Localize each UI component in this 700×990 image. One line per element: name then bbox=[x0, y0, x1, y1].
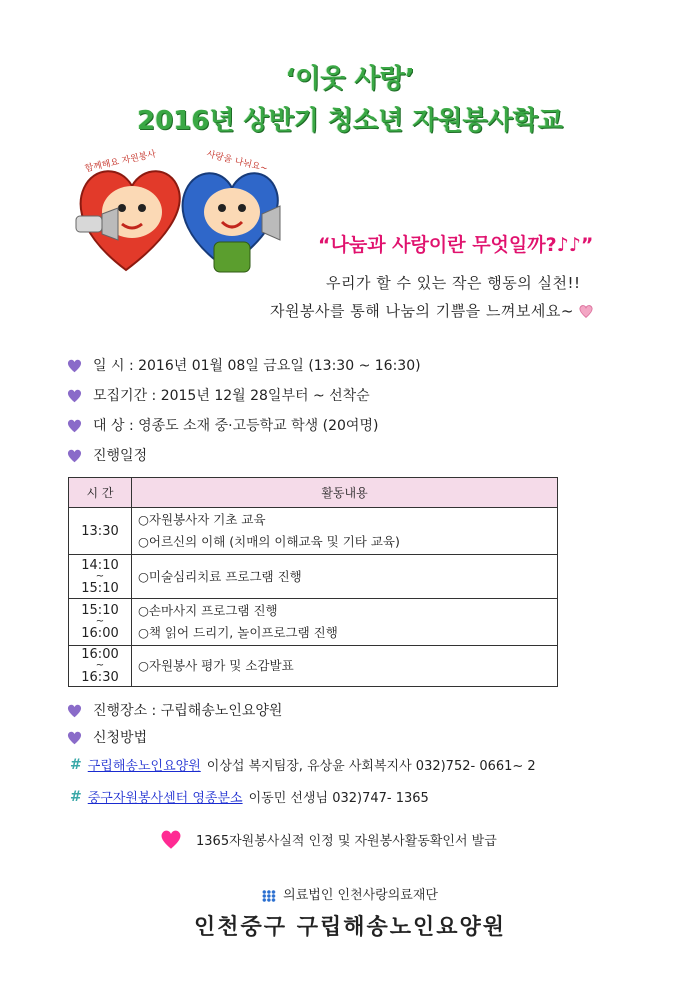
schedule-label-text: 진행일정 bbox=[93, 448, 148, 464]
purple-heart-icon bbox=[66, 702, 83, 719]
purple-heart-icon bbox=[66, 387, 83, 404]
schedule-table bbox=[68, 477, 558, 687]
mascot-right-text: 사랑을 나눠요~ bbox=[205, 149, 269, 175]
footer-org-text: 의료법인 인천사랑의료재단 bbox=[283, 888, 438, 903]
contact-2 bbox=[70, 787, 429, 806]
info-date-text: 일 시 : 2016년 01월 08일 금요일 (13:30 ~ 16:30) bbox=[93, 358, 421, 374]
contact2-text: 이동민 선생님 032)747- 1365 bbox=[248, 791, 429, 806]
time-cell: 15:10 ~ 16:00 bbox=[69, 599, 132, 646]
info-target-text: 대 상 : 영종도 소재 중·고등학교 학생 (20여명) bbox=[93, 418, 379, 434]
intro-line2 bbox=[270, 300, 594, 321]
info-schedule-label bbox=[66, 445, 147, 465]
info-place bbox=[66, 700, 282, 720]
quote-text: “나눔과 사랑이란 무엇일까?♪♪” bbox=[318, 234, 594, 256]
header-activity: 활동내용 bbox=[132, 478, 558, 508]
time-cell: 13:30 bbox=[69, 508, 132, 555]
purple-heart-icon bbox=[66, 447, 83, 464]
contact1-text: 이상섭 복지팀장, 유상윤 사회복지사 032)752- 0661~ 2 bbox=[206, 759, 536, 774]
mascot-left-text: 함께해요 자원봉사 bbox=[84, 149, 157, 175]
mascot-illustration bbox=[66, 150, 288, 282]
info-recruit bbox=[66, 385, 370, 405]
table-row bbox=[69, 646, 558, 687]
info-place-text: 진행장소 : 구립해송노인요양원 bbox=[93, 703, 283, 719]
footer-org bbox=[0, 884, 700, 903]
title-line1: ‘이웃 사랑’ bbox=[285, 64, 415, 94]
heart-icon bbox=[578, 303, 594, 319]
time-cell: 14:10 ~ 15:10 bbox=[69, 555, 132, 599]
intro-line1: 우리가 할 수 있는 작은 행동의 실천!! bbox=[326, 274, 581, 292]
contact-1 bbox=[70, 755, 536, 774]
contact2-org-link[interactable]: 중구자원봉사센터 영종분소 bbox=[87, 791, 243, 806]
purple-heart-icon bbox=[66, 729, 83, 746]
activity-cell: ○미술심리치료 프로그램 진행 bbox=[132, 555, 558, 599]
table-row bbox=[69, 555, 558, 599]
table-row bbox=[69, 599, 558, 646]
activity-cell: ○자원봉사자 기초 교육 ○어르신의 이해 (치매의 이해교육 및 기타 교육) bbox=[132, 508, 558, 555]
footer-name: 인천중구 구립해송노인요양원 bbox=[194, 915, 506, 940]
pink-heart-icon bbox=[158, 828, 184, 850]
info-method-text: 신청방법 bbox=[93, 730, 148, 746]
title-line2: 2016년 상반기 청소년 자원봉사학교 bbox=[136, 106, 564, 136]
hash-icon: # bbox=[70, 788, 82, 805]
info-date bbox=[66, 355, 421, 375]
info-target bbox=[66, 415, 378, 435]
certificate-row bbox=[158, 828, 497, 850]
table-header-row bbox=[69, 478, 558, 508]
contact1-org-link[interactable]: 구립해송노인요양원 bbox=[87, 759, 201, 774]
header-time: 시 간 bbox=[69, 478, 132, 508]
intro-line2-text: 자원봉사를 통해 나눔의 기쁨을 느껴보세요~ bbox=[270, 302, 574, 320]
purple-heart-icon bbox=[66, 357, 83, 374]
activity-cell: ○손마사지 프로그램 진행 ○책 읽어 드리기, 놀이프로그램 진행 bbox=[132, 599, 558, 646]
info-method bbox=[66, 727, 147, 747]
certificate-text: 1365자원봉사실적 인정 및 자원봉사활동확인서 발급 bbox=[196, 833, 497, 849]
info-recruit-text: 모집기간 : 2015년 12월 28일부터 ~ 선착순 bbox=[93, 388, 370, 404]
org-logo-icon bbox=[262, 890, 276, 902]
table-row bbox=[69, 508, 558, 555]
purple-heart-icon bbox=[66, 417, 83, 434]
time-cell: 16:00 ~ 16:30 bbox=[69, 646, 132, 687]
activity-cell: ○자원봉사 평가 및 소감발표 bbox=[132, 646, 558, 687]
hash-icon: # bbox=[70, 756, 82, 773]
